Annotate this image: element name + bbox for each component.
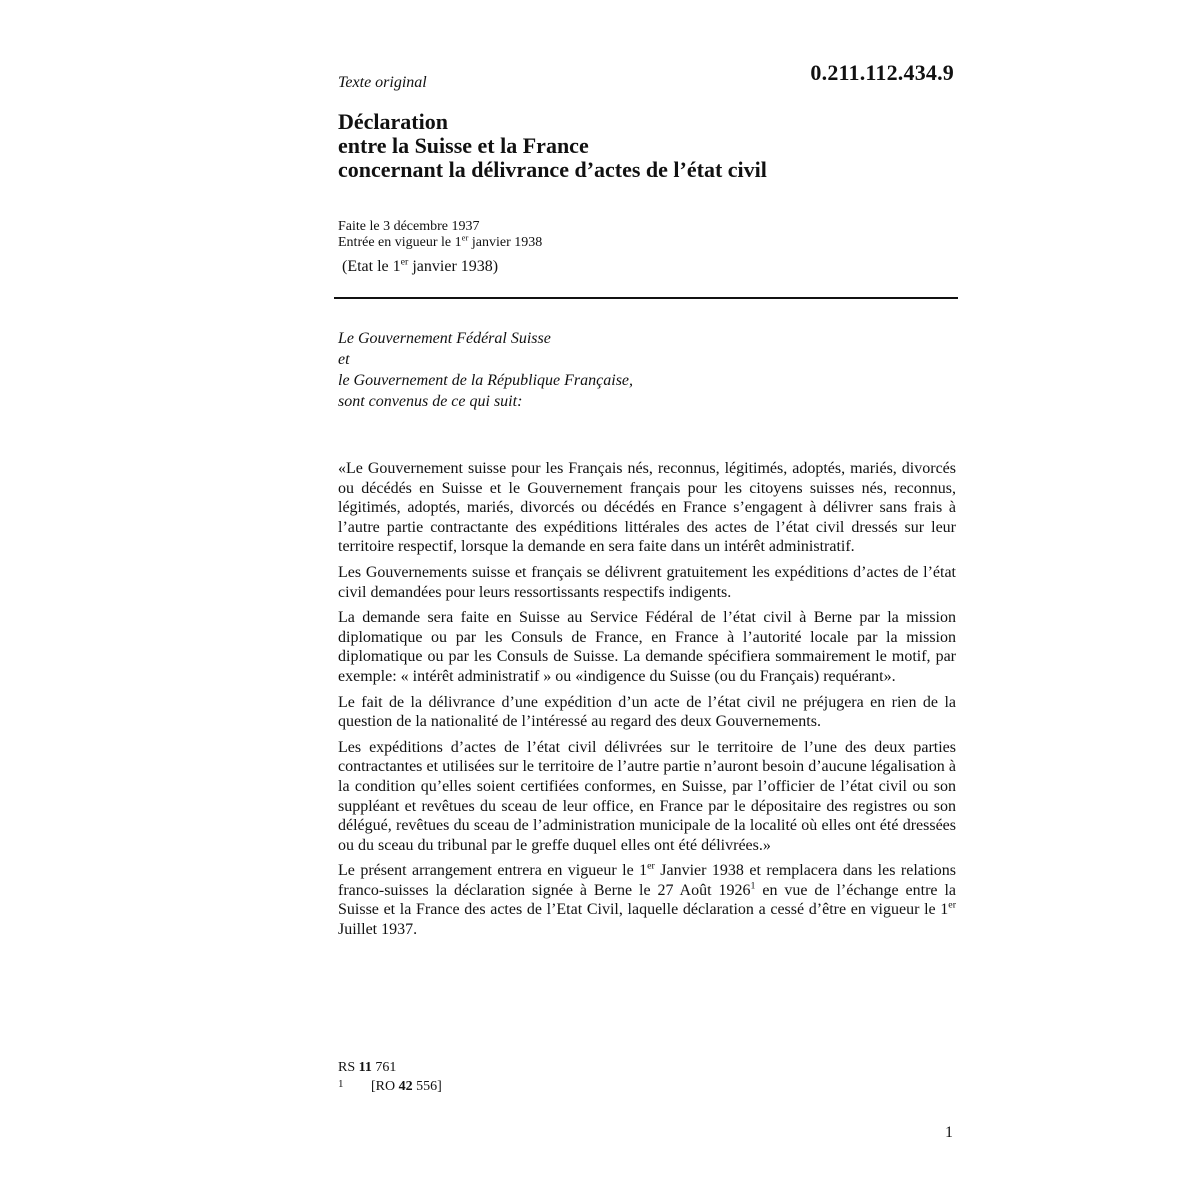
party-conjunction: et [338,351,350,368]
sr-number: 0.211.112.434.9 [810,60,954,85]
footnote-number: 1 [338,1078,344,1090]
title-line-3: concernant la délivrance d’actes de l’état civil [338,157,767,182]
footnote-text: [RO 42 556] [371,1079,442,1094]
entree-en-vigueur: Entrée en vigueur le 1er janvier 1938 [338,232,543,250]
title-line-2: entre la Suisse et la France [338,133,589,158]
declaration-body [338,459,956,946]
paragraph-2: Les Gouvernements suisse et français se délivrent gratuitement les expéditions d’actes de l’état civil demandées pour leurs ressortissants respectifs indigents. [338,563,956,601]
document-title [338,110,956,182]
footnote-ref-1[interactable]: 1 [750,880,756,892]
title-line-1: Déclaration [338,109,448,134]
paragraph-1: «Le Gouvernement suisse pour les Français nés, reconnus, légitimés, adoptés, mariés, divorcés ou décédés en Suisse et le Gouvernement français pour les citoyens suisses nés, reconnus, légitimés, adoptés, mariés, divorcés ou décédés en France s’engagent à délivrer sans frais à l’autre partie contractante des expéditions littérales des actes de l’état civil dressés sur leur territoire respectif, lorsque la demande en sera faite dans un intérêt administratif. [338,460,956,556]
party-france: le Gouvernement de la République Française, [338,372,634,389]
etat-date: (Etat le 1er janvier 1938) [342,256,499,275]
dates-block [338,219,956,251]
paragraph-6: Le présent arrangement entrera en vigueur le 1er Janvier 1938 et remplacera dans les relations franco-suisses la déclaration signée à Berne le 27 Août 1926$^1$ en vue de l’échange entre la Suisse et la France des actes de l’Etat Civil, laquelle déclaration a cessé d’être en vigueur le 1er Juillet 1937. [338,860,956,939]
party-suisse: Le Gouvernement Fédéral Suisse [338,330,551,347]
paragraph-5: Les expéditions d’actes de l’état civil délivrées sur le territoire de l’une des deux parties contractantes et utilisées sur le territoire de l’autre partie n’auront besoin d’aucune légalisation à la condition qu’elles soient certifiées conformes, en Suisse, par l’officier de l’état civil ou son suppléant et revêtues du sceau de leur office, en France par le dépositaire des registres ou son délégué, revêtues du sceau de l’administration municipale de la localité où elles ont été dressées ou du sceau du tribunal par le greffe duquel elles ont été délivrées.» [338,738,956,854]
rs-reference: RS 11 761 [338,1060,397,1075]
footnote-1 [338,1077,956,1096]
page-number: 1 [945,1124,953,1141]
texte-original-label: Texte original [338,74,427,91]
contracting-parties [338,328,956,412]
header-divider [334,297,958,299]
agreement-intro: sont convenus de ce qui suit: [338,393,523,410]
paragraph-3: La demande sera faite en Suisse au Service Fédéral de l’état civil à Berne par la mission diplomatique ou par les Consuls de France, en France à l’autorité locale par la mission diplomatique ou par les Consuls de Suisse. La demande spécifiera sommairement le motif, par exemple: « intérêt administratif » ou «indigence du Suisse (ou du Français) requérant». [338,609,956,685]
paragraph-4: Le fait de la délivrance d’une expédition d’un acte de l’état civil ne préjugera en rien de la question de la nationalité de l’intéressé au regard des deux Gouvernements. [338,693,956,731]
footnotes [338,1058,956,1096]
faite-date: Faite le 3 décembre 1937 [338,219,480,234]
